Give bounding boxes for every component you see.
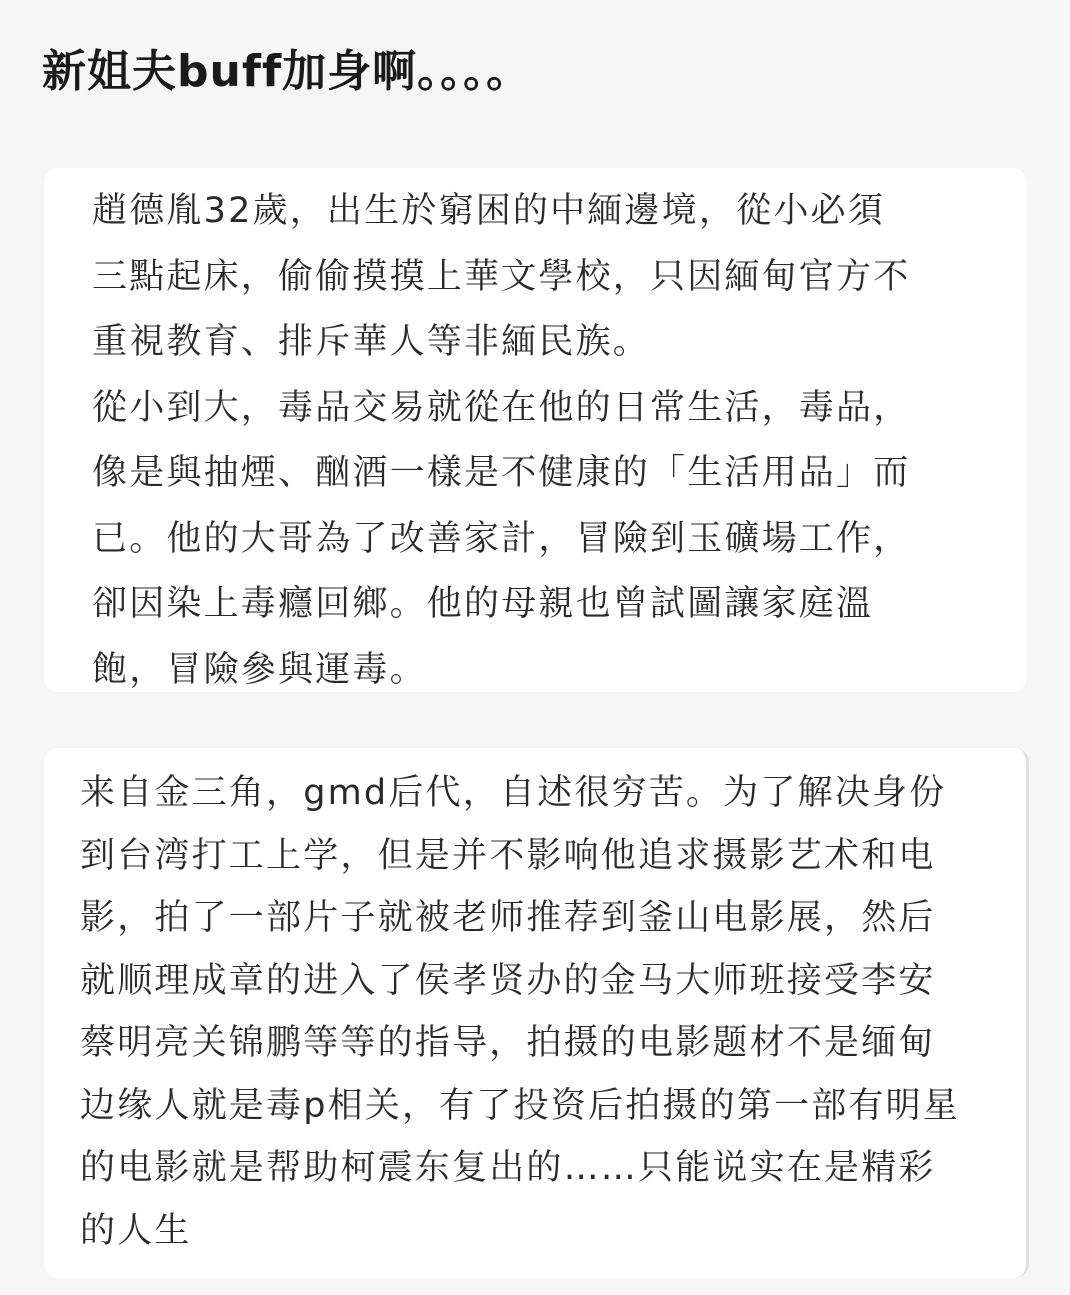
quote-line: 卻因染上毒癮回鄉。他的母親也曾試圖讓家庭溫 bbox=[92, 584, 874, 624]
quote-line: 趙德胤32歲，出生於窮困的中緬邊境，從小必須 bbox=[92, 191, 885, 231]
quote-line: 飽，冒險參與運毒。 bbox=[92, 649, 427, 690]
comment-line: 的电影就是帮助柯震东复出的……只能说实在是精彩 bbox=[80, 1148, 936, 1188]
comment-line: 就顺理成章的进入了侯孝贤办的金马大师班接受李安 bbox=[80, 960, 936, 1001]
comment-text bbox=[80, 762, 1005, 1262]
quote-line: 已。他的大哥為了改善家計，冒險到玉礦場工作， bbox=[92, 518, 911, 559]
quote-line: 像是與抽煙、酗酒一樣是不健康的「生活用品」而 bbox=[92, 453, 911, 493]
comment-line: 边缘人就是毒p相关，有了投资后拍摄的第一部有明星 bbox=[80, 1085, 961, 1126]
post-title: 新姐夫buff加身啊。。。。 bbox=[42, 46, 532, 97]
quote-line: 從小到大，毒品交易就從在他的日常生活，毒品， bbox=[92, 387, 911, 428]
comment-line: 来自金三角，gmd后代，自述很穷苦。为了解决身份 bbox=[80, 773, 947, 813]
comment-card bbox=[44, 748, 1029, 1278]
comment-line: 的人生 bbox=[80, 1210, 192, 1251]
quote-line: 三點起床，偷偷摸摸上華文學校，只因緬甸官方不 bbox=[92, 256, 911, 297]
quote-text bbox=[92, 179, 1012, 703]
quote-card bbox=[44, 168, 1026, 692]
comment-line: 影，拍了一部片子就被老师推荐到釜山电影展，然后 bbox=[80, 898, 936, 938]
comment-line: 到台湾打工上学，但是并不影响他追求摄影艺术和电 bbox=[80, 835, 936, 876]
comment-line: 蔡明亮关锦鹏等等的指导，拍摄的电影题材不是缅甸 bbox=[80, 1023, 936, 1063]
quote-line: 重視教育、排斥華人等非緬民族。 bbox=[92, 322, 651, 362]
